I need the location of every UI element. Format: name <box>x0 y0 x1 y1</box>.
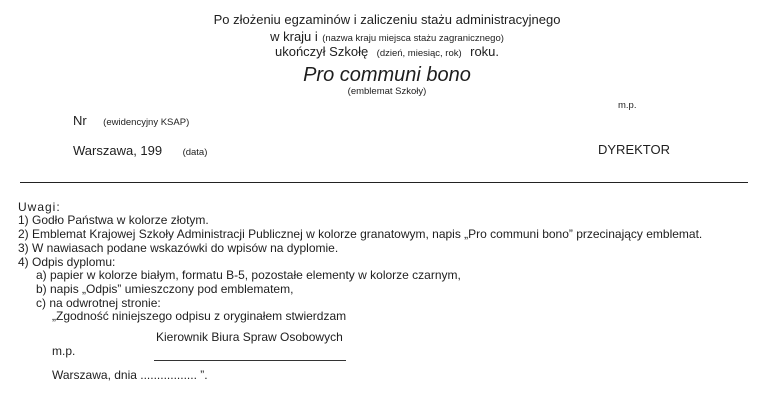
signatory-title: Kierownik Biura Spraw Osobowych <box>156 330 343 344</box>
graduation-label: ukończył Szkołę <box>274 44 369 59</box>
note-4: 4) Odpis dyplomu: <box>18 255 116 269</box>
note-4c: c) na odwrotnej stronie: <box>36 296 161 310</box>
record-number-row <box>73 112 189 130</box>
note-4a: a) papier w kolorze białym, formatu B-5, pozostałe elementy w kolorze czarnym, <box>36 268 461 282</box>
stamp-place-label: m.p. <box>618 100 637 111</box>
note-3: 3) W nawiasach podane wskazówki do wpisów na dyplomie. <box>18 241 339 255</box>
header-line-3 <box>0 43 774 61</box>
note-1: 1) Godło Państwa w kolorze złotym. <box>18 213 209 227</box>
place-date-hint: (data) <box>182 147 208 158</box>
note-4b: b) napis „Odpis” umieszczony pod emblematem, <box>36 282 294 296</box>
certification-quote: „Zgodność niniejszego odpisu z oryginałem stwierdzam <box>52 309 347 323</box>
signature-line <box>154 360 346 361</box>
record-number-hint: (ewidencyjny KSAP) <box>103 117 190 128</box>
record-number-label: Nr <box>73 113 87 128</box>
school-motto: Pro communi bono <box>303 64 471 86</box>
notes-title: Uwagi: <box>18 200 61 214</box>
emblem-hint: (emblemat Szkoły) <box>347 86 427 97</box>
header-line-1: Po złożeniu egzaminów i zaliczeniu stażu administracyjnego <box>213 12 561 27</box>
copy-stamp-label: m.p. <box>52 344 76 358</box>
place-date-row <box>73 142 207 160</box>
graduation-date-hint: (dzień, miesiąc, rok) <box>376 48 462 59</box>
stage-country-hint: (nazwa kraju miejsca stażu zagranicznego) <box>322 33 504 44</box>
stage-country-label: w kraju i <box>270 29 318 44</box>
note-2: 2) Emblemat Krajowej Szkoły Administracji Publicznej w kolorze granatowym, napis „Pro communi bono” przecinający emblemat. <box>18 227 703 241</box>
director-label: DYREKTOR <box>598 142 670 157</box>
section-divider <box>20 182 748 183</box>
graduation-year-suffix: roku. <box>470 44 500 59</box>
place-date-label: Warszawa, 199 <box>73 143 163 158</box>
copy-place-date: Warszawa, dnia ................. ”. <box>52 368 208 382</box>
